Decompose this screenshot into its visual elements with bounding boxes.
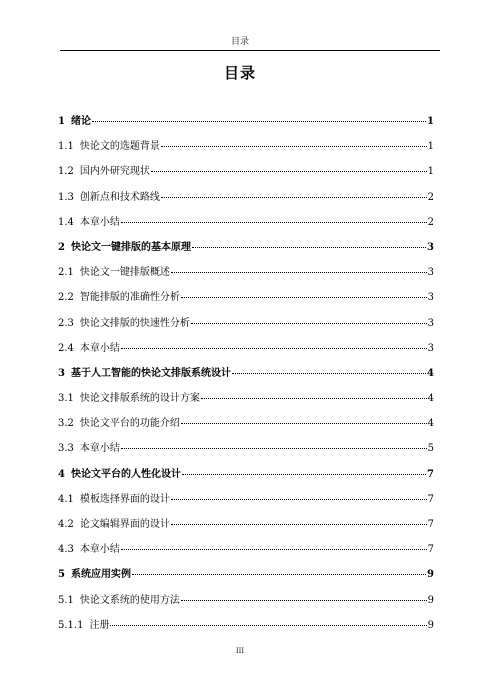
toc-entry-number: 1.3: [58, 191, 74, 203]
toc-entry-label: 快论文排版系统的设计方案: [79, 393, 200, 405]
toc-dot-leader: [181, 423, 427, 424]
toc-dot-leader: [171, 524, 427, 525]
toc-entry[interactable]: [58, 512, 434, 537]
toc-entry[interactable]: [58, 411, 434, 436]
toc-entry-label: 本章小结: [79, 443, 120, 455]
toc-entry[interactable]: [58, 134, 434, 159]
toc-entry-page: 9: [427, 569, 434, 581]
toc-entry[interactable]: [58, 487, 434, 512]
toc-entry-page: 3: [427, 241, 434, 253]
toc-dot-leader: [191, 323, 427, 324]
toc-dot-leader: [161, 197, 427, 198]
toc-entry[interactable]: [58, 235, 434, 260]
toc-entry-number: 4.1: [58, 493, 74, 505]
toc-entry-number: 1: [58, 116, 65, 127]
toc-dot-leader: [121, 348, 427, 349]
toc-entry-number: 2: [58, 241, 65, 253]
toc-dot-leader: [121, 222, 427, 223]
toc-entry-page: 7: [427, 493, 434, 505]
toc-dot-leader: [181, 600, 427, 601]
toc-dot-leader: [92, 121, 426, 122]
toc-entry-number: 3.3: [58, 443, 74, 455]
toc-dot-leader: [110, 625, 426, 626]
toc-entry[interactable]: [58, 336, 434, 361]
toc-entry-number: 4: [58, 468, 65, 480]
toc-entry[interactable]: [58, 210, 434, 235]
toc-dot-leader: [182, 474, 426, 475]
toc-entry[interactable]: [58, 588, 434, 613]
toc-entry-label: 注册: [89, 619, 110, 631]
toc-entry-number: 5: [58, 569, 65, 581]
toc-entry-label: 快论文平台的人性化设计: [70, 468, 181, 480]
toc-entry-label: 快论文排版的快速性分析: [79, 317, 190, 329]
header-rule: [60, 50, 440, 51]
toc-entry-number: 2.4: [58, 342, 74, 354]
toc-entry[interactable]: [58, 361, 434, 386]
toc-entry-label: 国内外研究现状: [79, 166, 150, 178]
toc-entry-page: 7: [427, 544, 434, 556]
toc-entry[interactable]: [58, 109, 434, 134]
toc-entry-number: 5.1: [58, 594, 74, 606]
toc-entry-page: 3: [427, 342, 434, 354]
toc-entry-page: 3: [427, 292, 434, 304]
toc-list: [58, 109, 434, 638]
toc-entry[interactable]: [58, 285, 434, 310]
toc-entry-page: 4: [427, 393, 434, 405]
toc-entry-page: 4: [427, 418, 434, 430]
toc-entry-number: 2.3: [58, 317, 74, 329]
toc-entry[interactable]: [58, 537, 434, 562]
toc-entry-page: 1: [427, 141, 434, 153]
toc-dot-leader: [171, 499, 427, 500]
toc-entry-page: 2: [427, 191, 434, 203]
page-title: 目录: [223, 64, 256, 82]
toc-entry-label: 系统应用实例: [70, 569, 131, 581]
toc-entry-number: 3.2: [58, 418, 74, 430]
toc-entry-page: 9: [427, 619, 434, 631]
toc-entry-number: 3.1: [58, 393, 74, 405]
toc-entry-number: 4.2: [58, 519, 74, 530]
toc-entry-page: 7: [427, 519, 434, 530]
toc-entry-number: 4.3: [58, 544, 74, 556]
toc-entry-number: 3: [58, 367, 65, 379]
toc-entry-page: 1: [427, 116, 434, 127]
toc-dot-leader: [151, 171, 427, 172]
toc-entry-number: 5.1.1: [58, 619, 84, 631]
toc-entry-page: 5: [427, 443, 434, 455]
toc-entry-page: 3: [427, 317, 434, 329]
toc-dot-leader: [171, 272, 427, 273]
toc-dot-leader: [232, 373, 426, 374]
toc-entry-label: 创新点和技术路线: [79, 191, 160, 203]
toc-dot-leader: [201, 398, 427, 399]
toc-entry[interactable]: [58, 462, 434, 487]
toc-entry-label: 快论文一键排版的基本原理: [70, 241, 191, 253]
toc-entry-page: 1: [427, 166, 434, 178]
toc-entry-label: 本章小结: [79, 544, 120, 556]
toc-entry-label: 基于人工智能的快论文排版系统设计: [70, 367, 231, 379]
toc-entry-page: 3: [427, 267, 434, 279]
toc-entry-label: 绪论: [70, 116, 91, 127]
toc-entry-number: 2.2: [58, 292, 74, 304]
toc-dot-leader: [192, 247, 426, 248]
toc-entry[interactable]: [58, 436, 434, 461]
toc-entry-number: 1.4: [58, 216, 74, 228]
toc-dot-leader: [132, 574, 426, 575]
toc-dot-leader: [181, 297, 427, 298]
toc-entry-label: 快论文平台的功能介绍: [79, 418, 180, 430]
toc-entry-label: 模板选择界面的设计: [79, 493, 170, 505]
toc-entry[interactable]: [58, 562, 434, 587]
toc-entry-label: 快论文一键排版概述: [79, 267, 170, 279]
toc-entry-label: 本章小结: [79, 216, 120, 228]
running-header: 目录: [230, 37, 249, 47]
toc-entry[interactable]: [58, 613, 434, 638]
toc-entry-page: 4: [427, 367, 434, 379]
toc-entry-number: 1.1: [58, 141, 74, 153]
toc-entry-label: 快论文的选题背景: [79, 141, 160, 153]
toc-entry[interactable]: [58, 260, 434, 285]
toc-entry-page: 7: [427, 468, 434, 480]
toc-entry-number: 1.2: [58, 166, 74, 178]
toc-dot-leader: [121, 549, 427, 550]
toc-entry-label: 智能排版的准确性分析: [79, 292, 180, 304]
toc-entry-label: 快论文系统的使用方法: [79, 594, 180, 606]
toc-entry[interactable]: [58, 311, 434, 336]
toc-entry[interactable]: [58, 386, 434, 411]
toc-entry-label: 论文编辑界面的设计: [79, 519, 170, 530]
toc-entry-page: 2: [427, 216, 434, 228]
toc-entry-page: 9: [427, 594, 434, 606]
toc-entry[interactable]: [58, 185, 434, 210]
toc-entry-label: 本章小结: [79, 342, 120, 354]
toc-entry-number: 2.1: [58, 267, 74, 279]
toc-dot-leader: [121, 448, 427, 449]
toc-dot-leader: [161, 146, 427, 147]
toc-entry[interactable]: [58, 159, 434, 184]
page-number: III: [235, 647, 245, 655]
